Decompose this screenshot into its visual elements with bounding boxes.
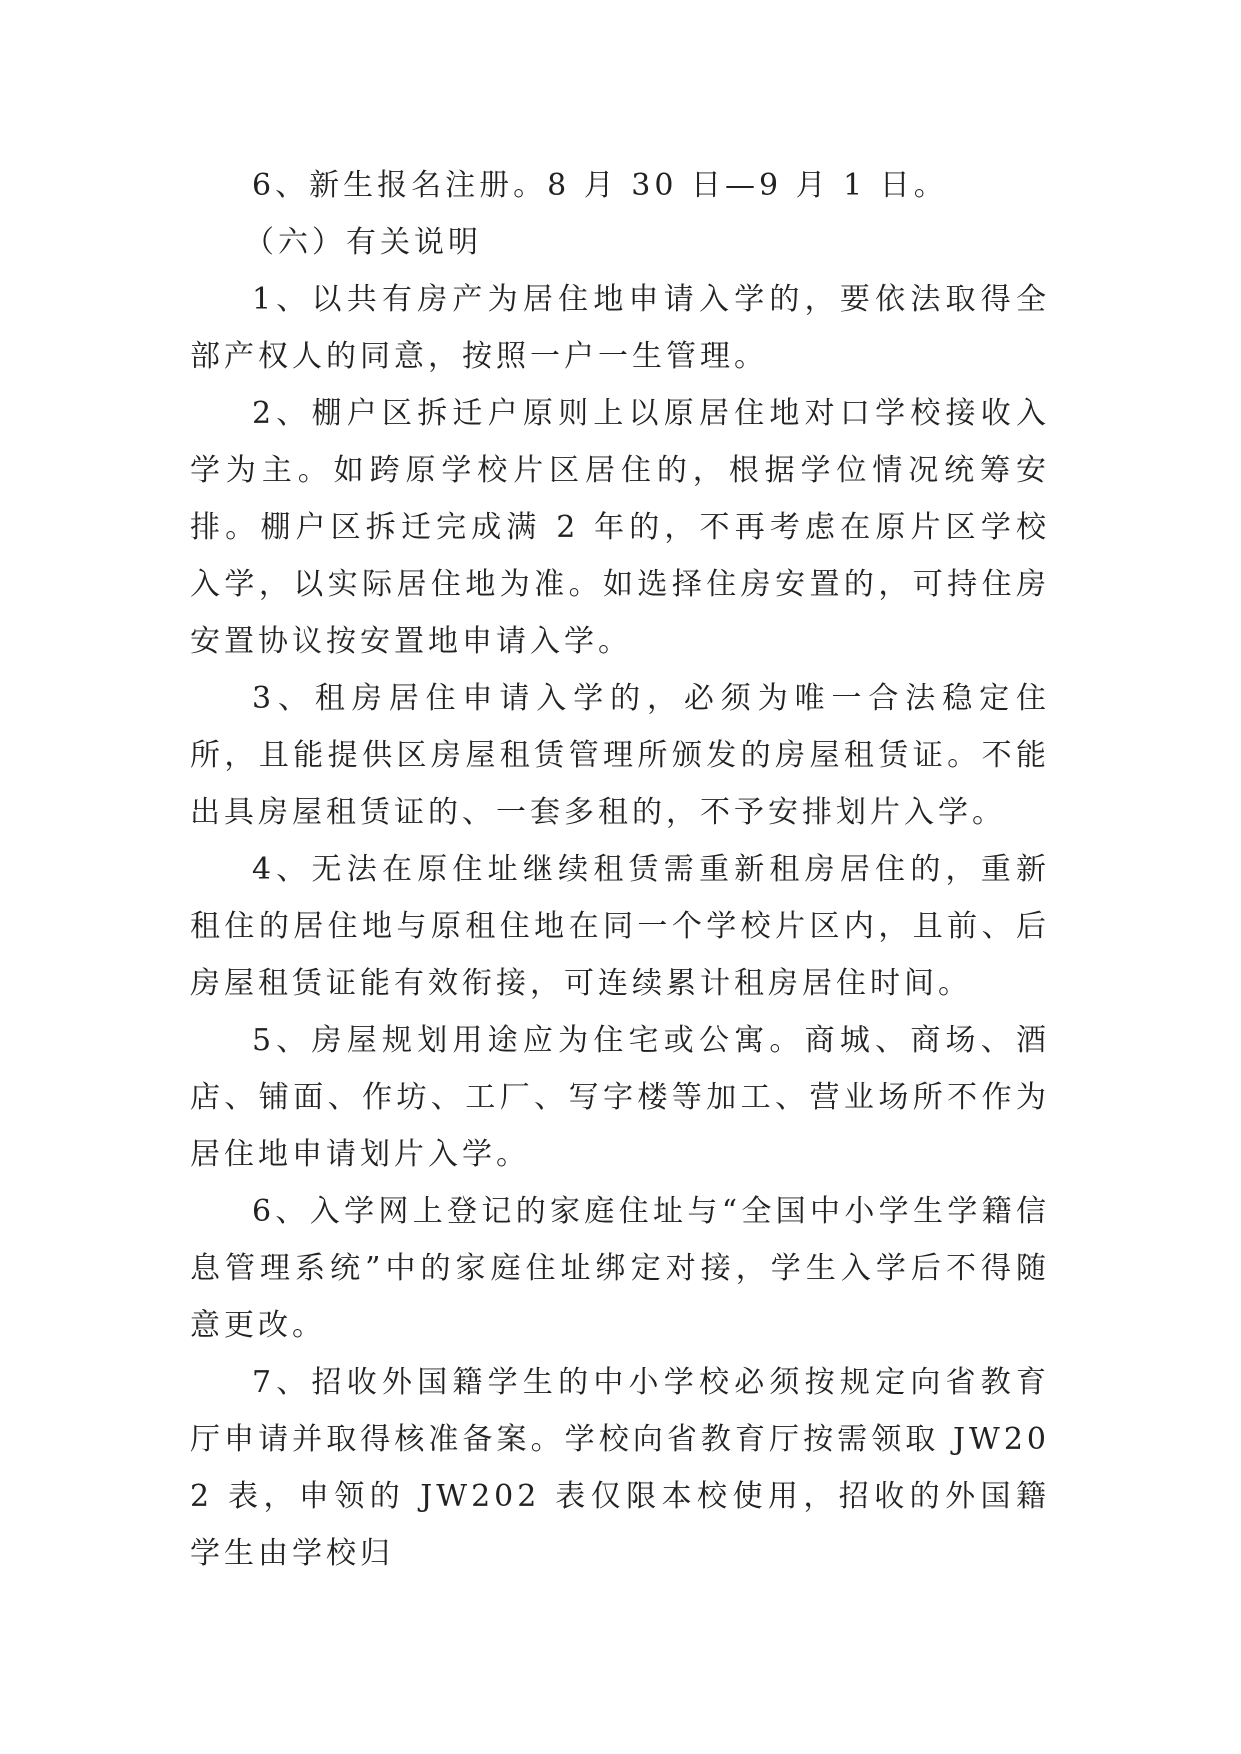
paragraph-item-2: 2、棚户区拆迁户原则上以原居住地对口学校接收入学为主。如跨原学校片区居住的，根据学位情况统筹安排。棚户区拆迁完成满 2 年的，不再考虑在原片区学校入学，以实际居住地为准。如选择住房安置的，可持住房安置协议按安置地申请入学。 [190,396,1050,659]
paragraph-item-3: 3、租房居住申请入学的，必须为唯一合法稳定住所，且能提供区房屋租赁管理所颁发的房屋租赁证。不能出具房屋租赁证的、一套多租的，不予安排划片入学。 [190,681,1050,830]
document-body [190,157,1050,1582]
paragraph-item-4: 4、无法在原住址继续租赁需重新租房居住的，重新租住的居住地与原租住地在同一个学校片区内，且前、后房屋租赁证能有效衔接，可连续累计租房居住时间。 [190,852,1050,1001]
paragraph-registration: 6、新生报名注册。8 月 30 日—9 月 1 日。 [252,168,948,203]
paragraph-item-5: 5、房屋规划用途应为住宅或公寓。商城、商场、酒店、铺面、作坊、工厂、写字楼等加工、营业场所不作为居住地申请划片入学。 [190,1023,1050,1172]
paragraph-item-1: 1、以共有房产为居住地申请入学的，要依法取得全部产权人的同意，按照一户一生管理。 [190,282,1050,374]
section-heading: （六）有关说明 [244,225,482,260]
paragraph-item-7: 7、招收外国籍学生的中小学校必须按规定向省教育厅申请并取得核准备案。学校向省教育厅按需领取 JW202 表，申领的 JW202 表仅限本校使用，招收的外国籍学生由学校归 [190,1365,1050,1571]
paragraph-item-6: 6、入学网上登记的家庭住址与“全国中小学生学籍信息管理系统”中的家庭住址绑定对接，学生入学后不得随意更改。 [190,1194,1050,1343]
